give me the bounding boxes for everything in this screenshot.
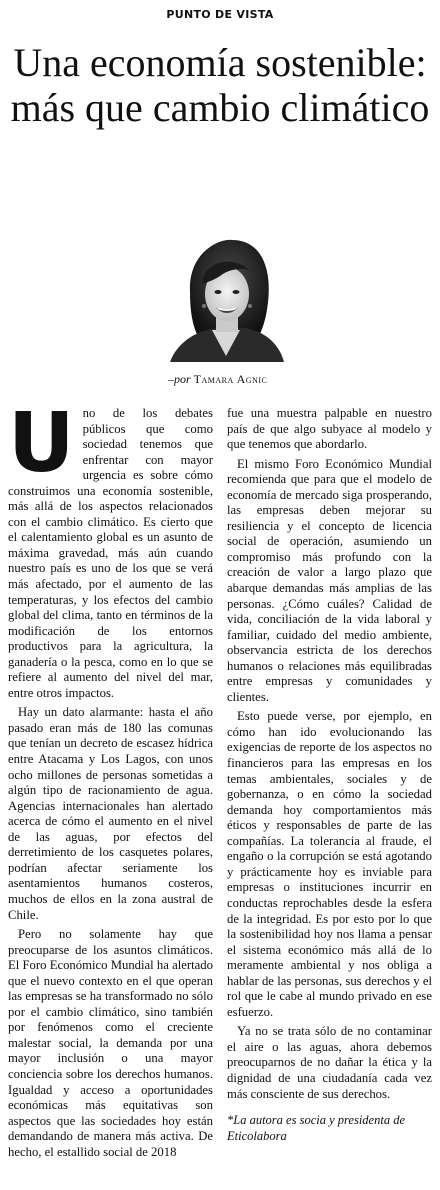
article-column-right: [227, 406, 432, 1144]
paragraph: Ya no se trata sólo de no contaminar el aire o las aguas, ahora debemos preocuparnos de no dañar la ética y la dignidad de una ciudadanía cada vez más consciente de sus derechos.: [227, 1024, 432, 1101]
paragraph: El mismo Foro Económico Mundial recomienda que para que el modelo de economía de mercado siga prosperando, las empresas deben mejorar su resiliencia y el concepto de licencia social de operación, asumiendo un compromiso más profundo con la creación de valor a largo plazo que abarque demandas más amplias de las personas. ¿Cómo cuáles? Calidad de vida, conciliación de la vida laboral y familiar, cuidado del medio ambiente, observancia estricta de los derechos humanos o relaciones más equilibradas entre empresas y comunidades y clientes.: [227, 456, 432, 704]
author-portrait-icon: [160, 232, 290, 362]
drop-cap: U: [8, 396, 75, 491]
paragraph: Esto puede verse, por ejemplo, en cómo han ido evolucionando las exigencias de reporte de los aspectos no financieros para las empresas en los temas ambientales, sociales y de gobernanza, o en cómo la sociedad demanda hoy comportamientos más éticos y responsables de parte de las compañías. La tolerancia al fraude, el engaño o la corrupción se está agotando y prácticamente hoy es inviable para empresas o instituciones incurrir en conductas reprochables desde la esfera de la integridad. Es por esto por lo que la sostenibilidad hoy nos llama a pensar el sistema económico más allá de lo meramente ambiental y nos obliga a hablar de las personas, sus derechos y el rol que le cabe al mundo privado en ese esfuerzo.: [227, 709, 432, 1019]
article-body: [8, 396, 432, 1159]
byline-prefix: –por: [168, 372, 194, 386]
author-portrait-svg: [160, 232, 290, 362]
paragraph: Hay un dato alarmante: hasta el año pasado eran más de 180 las comunas que tenían un decreto de escasez hídrica entre Atacama y Los Lagos, con unos ocho millones de personas sometidas a algún tipo de racionamiento de agua. Agencias internacionales han alertado acerca de cómo el aumento en el nivel de las aguas, por efectos del derretimiento de los casquetes polares, podrían afectar seriamente los asentamientos humanos costeros, muchos de ellos en la zona austral de Chile.: [8, 705, 213, 922]
article-headline: Una economía sostenible: más que cambio climático: [10, 40, 430, 130]
paragraph-text: no de los debates públicos que como sociedad tenemos que enfrentar con mayor urgencia es sobre cómo construimos una economía sostenible, más allá de los aspectos relacionados con el cambio climático. Es cierto que el calentamiento global es un asunto de máxima gravedad, más aún cuando nuestro país es uno de los que se verá más afectado, por el aumento de las temperaturas, y los efectos del cambio global del clima, tanto en términos de la modificación de los entornos productivos para la agricultura, la ganadería o la pesca, como en lo que se refiere al aumento del nivel del mar, entre otros impactos.: [8, 406, 213, 700]
section-kicker: PUNTO DE VISTA: [166, 8, 274, 21]
paragraph: Pero no solamente hay que preocuparse de los asuntos climáticos. El Foro Económico Mundial ha alertado que el nuevo contexto en el que operan las empresas se ha transformado no sólo por el cambio climático, sino también por fenómenos como el creciente malestar social, la demanda por una mayor inclusión o una mayor conciencia sobre los derechos humanos. Igualdad y acceso a oportunidades económicas más equitativas son aspectos que las sociedades hoy están demandando de manera más activa. De hecho, el estallido social de 2018: [8, 927, 213, 1159]
author-name: Tamara Agnic: [193, 372, 268, 386]
article-column-left: [8, 396, 213, 1159]
author-footnote: *La autora es socia y presidenta de Eticolabora: [227, 1113, 405, 1144]
paragraph: fue una muestra palpable en nuestro país de que algo subyace al modelo y que tenemos que abordarlo.: [227, 406, 432, 452]
paragraph: [8, 396, 213, 701]
byline: [168, 372, 267, 387]
